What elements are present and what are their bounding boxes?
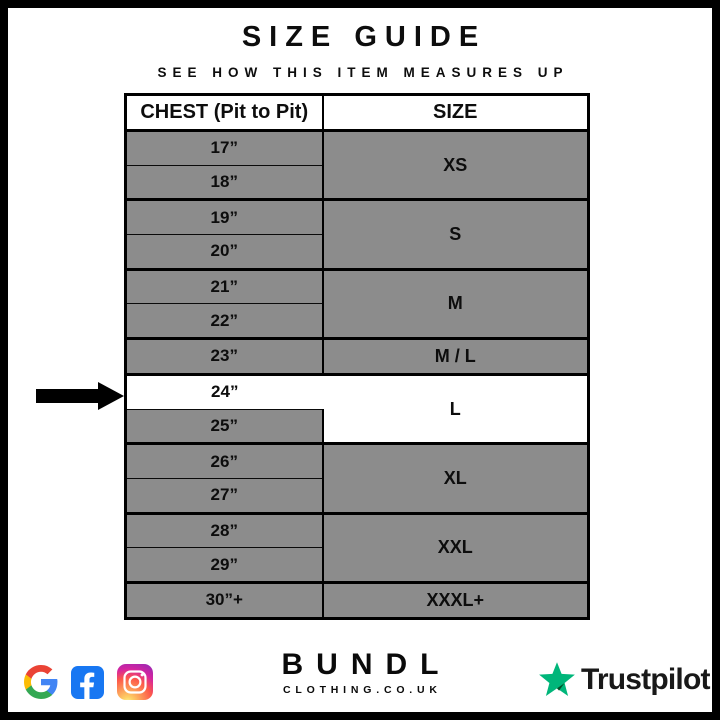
facebook-icon	[71, 666, 104, 699]
size-cell: M	[323, 269, 589, 338]
table-row	[126, 269, 589, 304]
brand-domain: CLOTHING.CO.UK	[283, 683, 442, 696]
chest-cell: 20”	[126, 235, 323, 270]
trustpilot-star-icon	[538, 661, 576, 699]
table-header-row	[126, 95, 589, 131]
pointer-arrow-icon	[36, 382, 124, 410]
chest-cell-highlighted: 24”	[126, 374, 323, 409]
google-icon	[24, 665, 58, 699]
chest-cell: 30”+	[126, 582, 323, 618]
size-table	[124, 93, 590, 620]
size-cell: XS	[323, 131, 589, 200]
chest-cell: 17”	[126, 131, 323, 166]
chest-cell: 29”	[126, 548, 323, 583]
chest-cell: 28”	[126, 513, 323, 548]
chest-cell: 27”	[126, 478, 323, 513]
col-header-chest: CHEST (Pit to Pit)	[126, 95, 323, 131]
table-row	[126, 131, 589, 166]
table-row	[126, 513, 589, 548]
page-subtitle: SEE HOW THIS ITEM MEASURES UP	[157, 65, 569, 81]
trustpilot-wordmark: Trustpilot	[581, 663, 710, 696]
chest-cell: 23”	[126, 339, 323, 375]
table-row	[126, 444, 589, 479]
chest-cell: 18”	[126, 165, 323, 200]
size-cell: XL	[323, 444, 589, 513]
size-cell: XXL	[323, 513, 589, 582]
chest-cell: 22”	[126, 304, 323, 339]
brand-logo	[269, 649, 452, 696]
page-title: SIZE GUIDE	[241, 21, 487, 53]
table-row	[126, 582, 589, 618]
size-cell-highlighted: L	[323, 374, 589, 443]
table-row-highlighted	[126, 374, 589, 409]
brand-name: BUNDL	[281, 648, 452, 681]
chest-cell: 19”	[126, 200, 323, 235]
social-icons	[24, 664, 153, 700]
instagram-icon	[117, 664, 153, 700]
trustpilot-logo	[538, 661, 710, 699]
table-row	[126, 200, 589, 235]
table-row	[126, 339, 589, 375]
size-cell: XXXL+	[323, 582, 589, 618]
chest-cell: 25”	[126, 409, 323, 444]
chest-cell: 21”	[126, 269, 323, 304]
size-cell: S	[323, 200, 589, 269]
size-cell: M / L	[323, 339, 589, 375]
col-header-size: SIZE	[323, 95, 589, 131]
chest-cell: 26”	[126, 444, 323, 479]
